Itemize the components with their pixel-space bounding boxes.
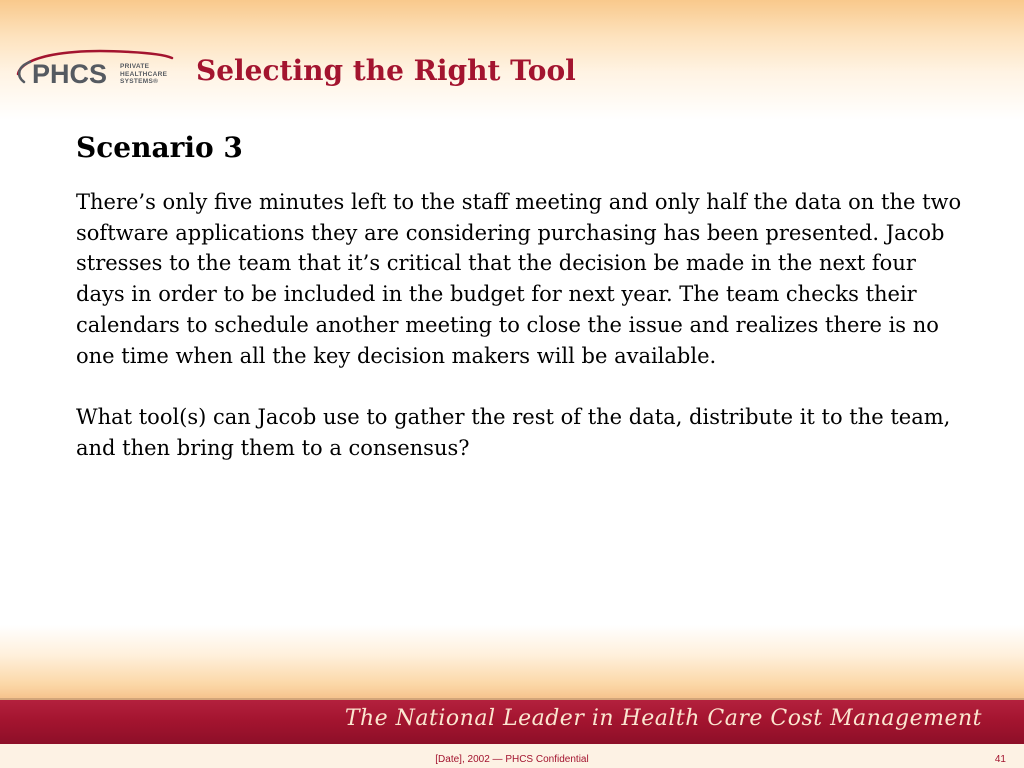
slide-title: Selecting the Right Tool	[196, 54, 576, 87]
tagline-text: The National Leader in Health Care Cost Management	[344, 706, 982, 731]
page-number: 41	[994, 754, 1006, 765]
scenario-heading: Scenario 3	[76, 131, 243, 164]
logo-subtitle-line: HEALTHCARE	[120, 70, 168, 78]
logo-wordmark: PHCS	[32, 59, 108, 89]
logo-subtitle-line: SYSTEMS®	[120, 78, 159, 85]
scenario-paragraph: There’s only five minutes left to the staff meeting and only half the data on the two software applications they are considering purchasing has been presented. Jacob stresses to the team that it’s critical that the decision be made in the next four days in order to be included in the budget for next year. The team checks their calendars to schedule another meeting to close the issue and realizes there is no one time when all the key decision makers will be available.	[76, 190, 962, 368]
footer-confidential-text: [Date], 2002 — PHCS Confidential	[435, 754, 589, 765]
logo-subtitle-line: PRIVATE	[120, 63, 150, 70]
footer	[0, 744, 1024, 768]
paragraph-spacer	[76, 371, 966, 402]
scenario-body	[76, 187, 966, 463]
phcs-logo	[10, 46, 180, 98]
question-paragraph: What tool(s) can Jacob use to gather the rest of the data, distribute it to the team, and then bring them to a consensus?	[76, 404, 951, 460]
bottom-gradient-band	[0, 625, 1024, 700]
tagline-bar	[0, 698, 1024, 744]
logo-subtitle	[120, 63, 180, 86]
